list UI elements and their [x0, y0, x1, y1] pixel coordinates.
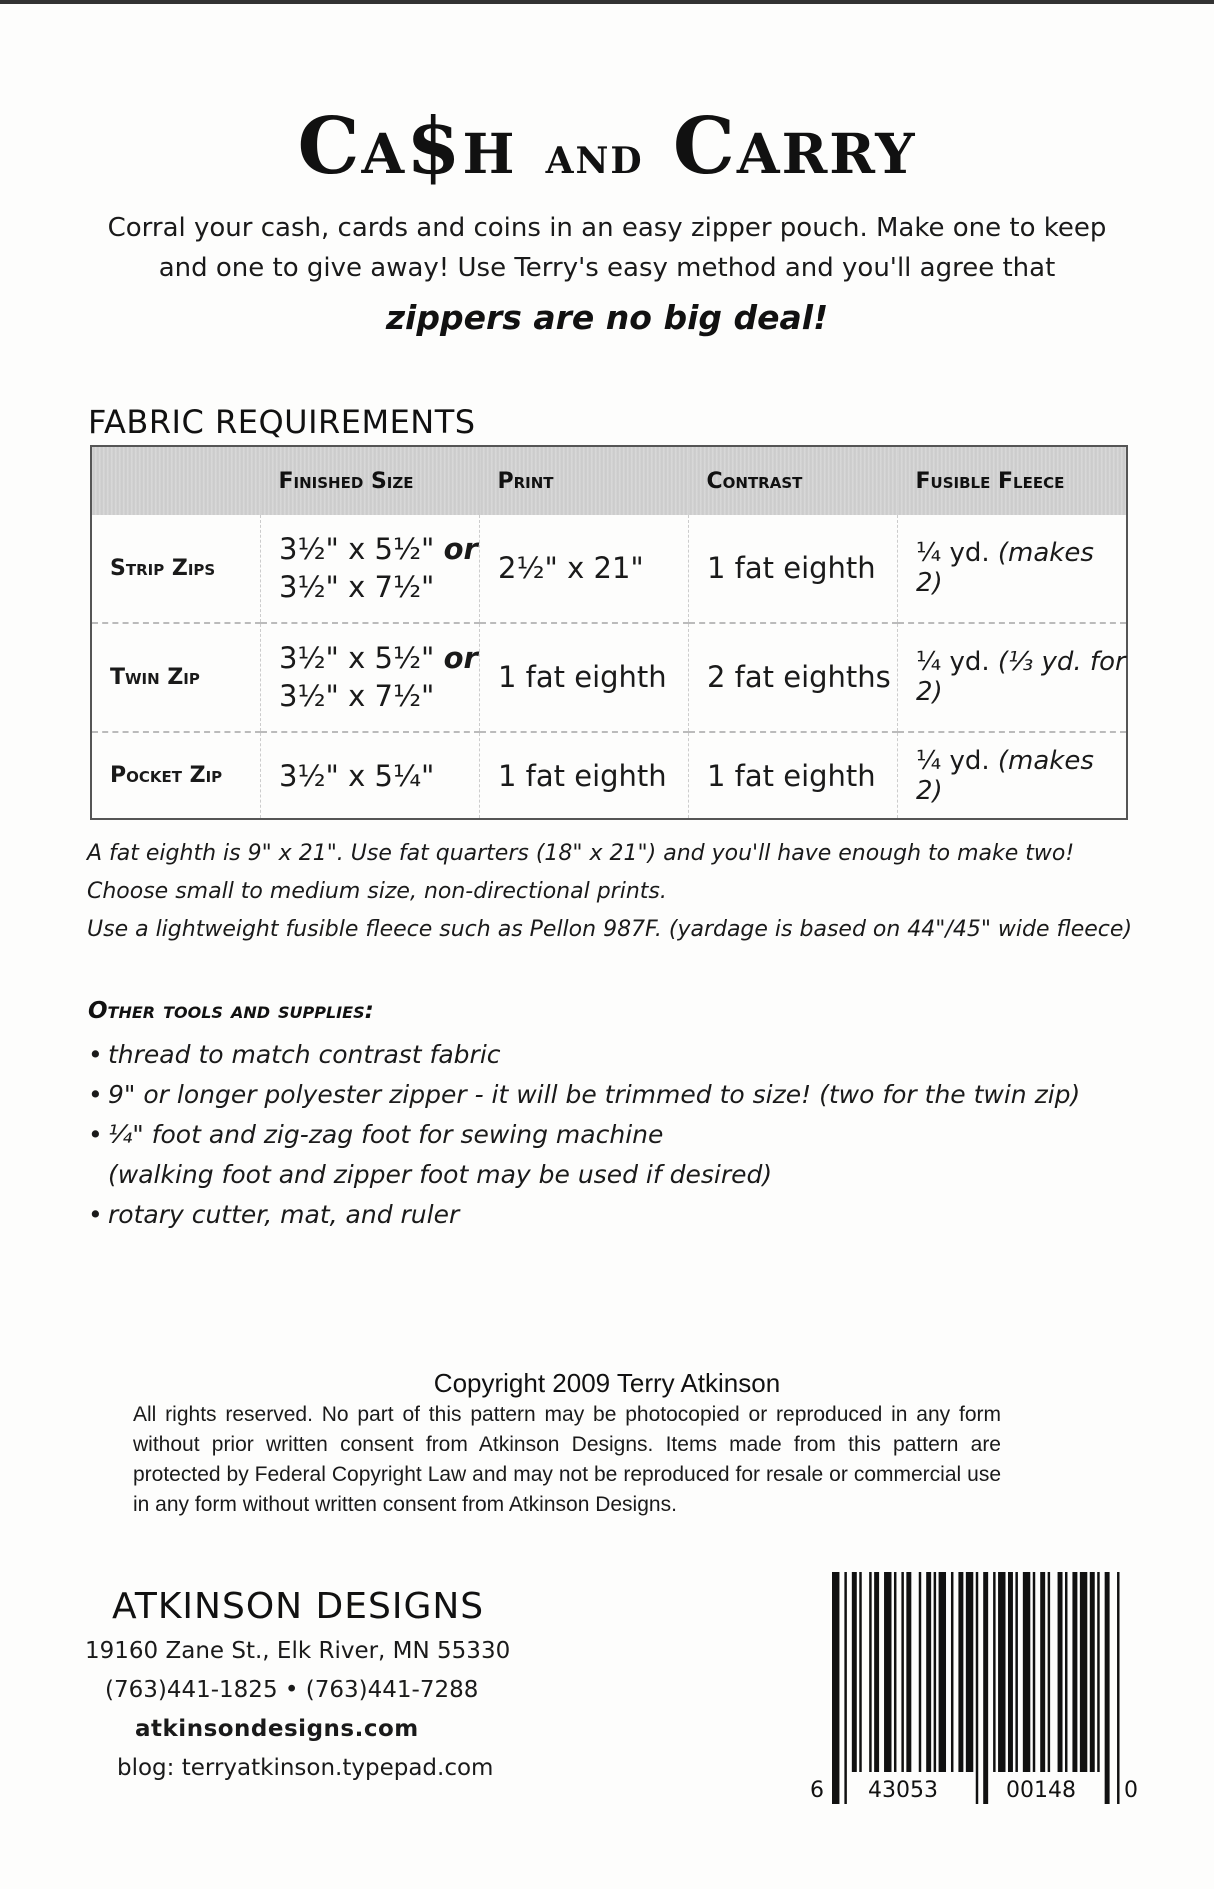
barcode-bar	[1040, 1572, 1045, 1772]
barcode-bar	[1033, 1572, 1035, 1772]
list-item: • ¼" foot and zig-zag foot for sewing machine	[88, 1120, 664, 1149]
barcode-bar	[832, 1572, 839, 1804]
row-name: Twin Zip	[91, 623, 261, 732]
contrast-amount: 2 fat eighths	[689, 623, 898, 732]
list-item: • thread to match contrast fabric	[88, 1040, 501, 1069]
barcode-bar	[844, 1572, 846, 1804]
supplies-heading: Other tools and supplies:	[88, 998, 374, 1024]
barcode-bar	[1065, 1572, 1067, 1772]
barcode-lead-digit: 6	[810, 1778, 824, 1803]
list-item: (walking foot and zipper foot may be used if desired)	[108, 1160, 773, 1189]
barcode-bar	[1048, 1572, 1050, 1772]
note-line: Choose small to medium size, non-directional prints.	[87, 879, 667, 904]
barcode-bar	[1080, 1572, 1087, 1772]
column-header: Print	[480, 446, 689, 515]
tagline: zippers are no big deal!	[385, 298, 829, 337]
barcode-bar	[934, 1572, 936, 1772]
fabric-notes	[87, 835, 1137, 949]
fabric-requirements-table	[90, 445, 1128, 820]
table-row	[91, 732, 1127, 819]
finished-size: 3½" x 5½" or 3½" x 7½"	[261, 515, 480, 623]
barcode-bar	[1117, 1572, 1119, 1804]
company-name: ATKINSON DESIGNS	[112, 1586, 485, 1627]
copyright-title: Copyright 2009 Terry Atkinson	[433, 1368, 781, 1398]
column-header: Finished Size	[261, 446, 480, 515]
company-contact	[85, 1632, 545, 1788]
barcode-bar	[919, 1572, 921, 1772]
barcode-bar	[884, 1572, 891, 1772]
table-row	[91, 623, 1127, 732]
note-line: A fat eighth is 9" x 21". Use fat quarters (18" x 21") and you'll have enough to make two!	[87, 841, 1075, 866]
list-item: • rotary cutter, mat, and ruler	[88, 1200, 460, 1229]
barcode-bar	[1105, 1572, 1110, 1804]
row-name: Pocket Zip	[91, 732, 261, 819]
barcode-bar	[993, 1572, 995, 1772]
copyright-body: All rights reserved. No part of this pattern may be photocopied or reproduced in any form without prior written consent from Atkinson Designs. Items made from this pattern are protected by Federal Copyright Law and may not be reproduced for resale or commercial use in any form without written consent from Atkinson Designs.	[133, 1403, 1001, 1516]
print-amount: 1 fat eighth	[480, 623, 689, 732]
barcode-bar	[966, 1572, 973, 1772]
print-amount: 1 fat eighth	[480, 732, 689, 819]
barcode-bar	[976, 1572, 978, 1804]
address: 19160 Zane St., Elk River, MN 55330	[85, 1638, 511, 1664]
fabric-requirements-heading: FABRIC REQUIREMENTS	[88, 403, 476, 441]
contrast-amount: 1 fat eighth	[689, 732, 898, 819]
barcode	[832, 1572, 1122, 1804]
barcode-bar	[874, 1572, 879, 1772]
barcode-bar	[951, 1572, 953, 1772]
barcode-bar	[901, 1572, 903, 1772]
blog-link[interactable]: blog: terryatkinson.typepad.com	[117, 1755, 494, 1781]
barcode-bar	[894, 1572, 896, 1772]
fleece-amount: ¼ yd. (makes 2)	[898, 515, 1128, 623]
top-border	[0, 0, 1214, 4]
column-header: Contrast	[689, 446, 898, 515]
table-header-row	[91, 446, 1127, 515]
barcode-bar	[926, 1572, 931, 1772]
barcode-bar	[1008, 1572, 1013, 1772]
intro-line-2: and one to give away! Use Terry's easy method and you'll agree that	[158, 253, 1056, 283]
row-name: Strip Zips	[110, 555, 216, 581]
website-link[interactable]: atkinsondesigns.com	[135, 1716, 419, 1742]
phone-numbers: (763)441-1825 • (763)441-7288	[105, 1677, 479, 1703]
contrast-amount: 1 fat eighth	[689, 515, 898, 623]
barcode-bar	[1072, 1572, 1077, 1772]
print-amount: 2½" x 21"	[480, 515, 689, 623]
barcode-bar	[1090, 1572, 1095, 1772]
barcode-bar	[906, 1572, 911, 1772]
intro-text	[100, 208, 1114, 288]
pattern-title: Ca$h and Carry	[297, 101, 917, 192]
barcode-bar	[852, 1572, 857, 1772]
barcode-bar	[869, 1572, 871, 1772]
barcode-bar	[1058, 1572, 1063, 1772]
barcode-group-1: 43053	[868, 1778, 938, 1803]
finished-size: 3½" x 5½" or 3½" x 7½"	[261, 623, 480, 732]
finished-size: 3½" x 5¼"	[261, 732, 480, 819]
list-item: • 9" or longer polyester zipper - it will be trimmed to size! (two for the twin zip)	[88, 1080, 1081, 1109]
supplies-list	[88, 1035, 1128, 1235]
barcode-bar	[1015, 1572, 1017, 1772]
barcode-bar	[998, 1572, 1005, 1772]
column-header: Fusible Fleece	[898, 446, 1128, 515]
intro-line-1: Corral your cash, cards and coins in an easy zipper pouch. Make one to keep	[107, 213, 1107, 243]
column-header	[91, 446, 261, 515]
fleece-amount: ¼ yd. (makes 2)	[898, 732, 1128, 819]
barcode-group-2: 00148	[1006, 1778, 1076, 1803]
note-line: Use a lightweight fusible fleece such as Pellon 987F. (yardage is based on 44"/45" wide fleece)	[87, 917, 1133, 942]
table-row	[91, 515, 1127, 623]
barcode-bar	[859, 1572, 861, 1772]
barcode-bar	[958, 1572, 963, 1772]
barcode-bar	[1097, 1572, 1099, 1772]
barcode-bar	[939, 1572, 946, 1772]
barcode-bar	[983, 1572, 988, 1804]
barcode-bar	[1023, 1572, 1030, 1772]
barcode-check-digit: 0	[1124, 1778, 1138, 1803]
fleece-amount: ¼ yd. (⅓ yd. for 2)	[898, 623, 1128, 732]
